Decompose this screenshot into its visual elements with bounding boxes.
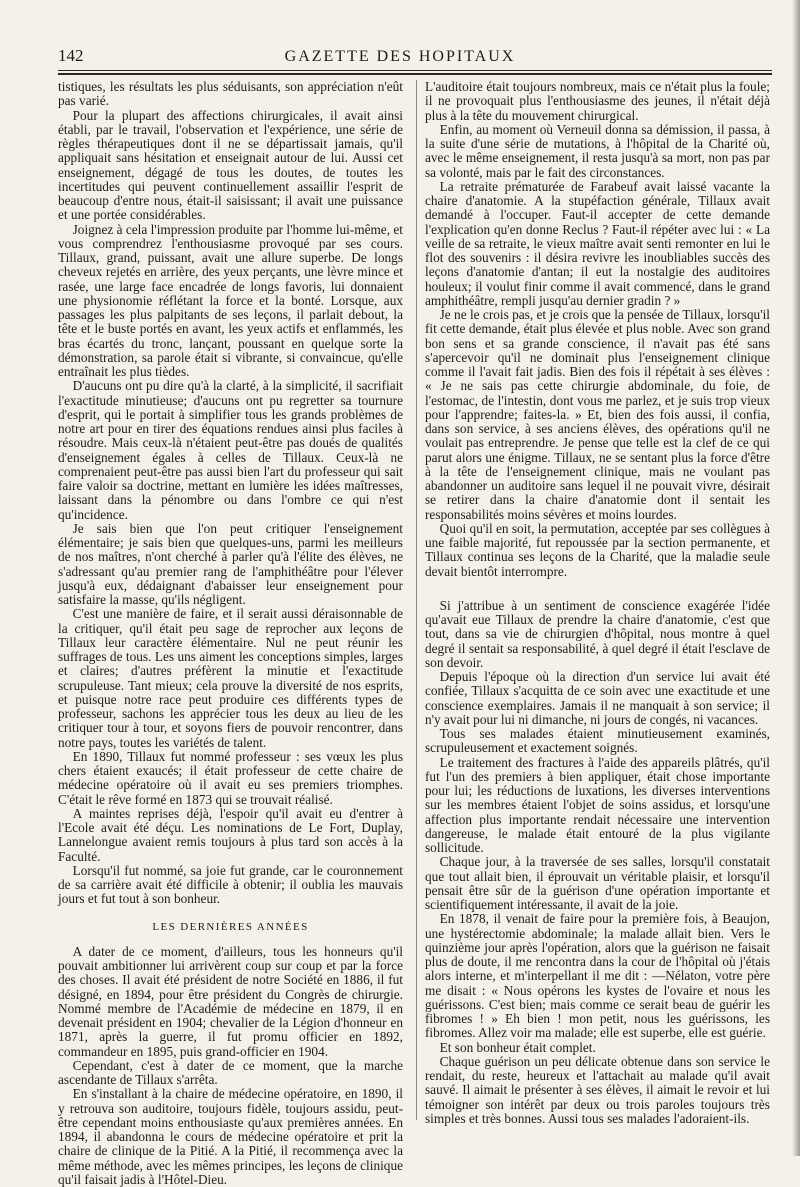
paragraph: A maintes reprises déjà, l'espoir qu'il avait eu d'entrer à l'Ecole avait été déçu. Les nominations de Le Fort, Duplay, Lannelongue avaient remis toujours à plus tard son accès à la Faculté. [58,805,403,864]
paragraph: Je sais bien que l'on peut critiquer l'enseignement élémentaire; je sais bien que quelques-uns, parmi les meilleurs de nos maîtres, n'ont cherché à parler qu'à l'élite des élèves, ne s'adressant qu'au premier rang de l'amphithéâtre pour l'élever jusqu'à eux, dédaignant d'abaisser leur enseignement pour satisfaire la masse, qu'ils négligent. [58,520,403,607]
paragraph: Le traitement des fractures à l'aide des appareils plâtrés, qu'il fut l'un des premiers à bien appliquer, était chose importante pour lui; les réductions de luxations, les diverses interventions sur les membres étaient l'objet de soins assidus, et lorsqu'une affection plus importante rendait nécessaire une intervention dangereuse, le malade était entouré de la plus vigilante sollicitude. [425,754,770,855]
paragraph: Quoi qu'il en soit, la permutation, acceptée par ses collègues à une faible majorité, fut repoussée par la section permanente, et Tillaux continua ses leçons de la Charité, que la maladie seule devait bientôt interrompre. [425,520,770,579]
left-column [58,80,403,1187]
section-heading: LES DERNIÈRES ANNÉES [152,920,309,933]
paragraph: Pour la plupart des affections chirurgicales, il avait ainsi établi, par le travail, l'observation et l'expérience, une série de règles thérapeutiques dont il ne se départissait jamais, qu'il appliquait sans hésitation et enseignait autour de lui. Aussi cet enseignement, dégagé de tous les doutes, de toutes les incertitudes qui peuvent continuellement assaillir l'esprit de beaucoup d'entre nous, était-il saisissant; il avait une puissance et une portée considérables. [58,107,403,223]
running-head: GAZETTE DES HOPITAUX [284,48,516,65]
paragraph: Enfin, au moment où Verneuil donna sa démission, il passa, à la suite d'une série de mutations, à l'hôpital de la Charité où, avec le même enseignement, il resta jusqu'à sa mort, non pas par sa volonté, mais par le fait des circonstances. [425,121,770,180]
paragraph: Si j'attribue à un sentiment de conscience exagérée l'idée qu'avait eue Tillaux de prendre la chaire d'anatomie, c'est que tout, dans sa vie de chirurgien d'hôpital, nous montre à quel degré il sentait sa responsabilité, à quel degré il était l'esclave de son devoir. [425,597,770,670]
paragraph: Cependant, c'est à dater de ce moment, que la marche ascendante de Tillaux s'arrêta. [58,1057,403,1087]
paragraph: Joignez à cela l'impression produite par l'homme lui-même, et vous comprendrez l'enthousiasme provoqué par ses cours. Tillaux, grand, puissant, avait une allure superbe. De longs cheveux rejetés en arrière, des yeux perçants, une lèvre mince et rasée, une large face encadrée de longs favoris, lui donnaient une physionomie réflétant la force et la bonté. Lorsque, aux passages les plus palpitants de ses leçons, il parlait debout, la tête et le buste portés en avant, les yeux actifs et enflammés, les bras écartés du tronc, lançant, poussant en quelque sorte la démonstration, sa parole était si vibrante, si convaincue, qu'elle entraînait les plus tièdes. [58,221,403,379]
page-number: 142 [58,46,84,65]
column-divider [416,80,417,1120]
paragraph: C'est une manière de faire, et il serait aussi déraisonnable de la critiquer, qu'il était peu sage de reprocher aux leçons de Tillaux leur caractère élémentaire. Nul ne peut réunir les suffrages de tous. Les uns aiment les conceptions simples, larges et claires; d'autres préfèrent la minutie et l'exactitude scrupuleuse. Tant mieux; cela prouve la diversité de nos esprits, et puisque notre race peut produire ces différents types de professeur, sachons les apprécier tous les deux au lieu de les critiquer tour à tour, et soyons fiers de pouvoir rencontrer, dans notre pays, toutes les variétés de talent. [58,606,403,750]
paragraph: Depuis l'époque où la direction d'un service lui avait été confiée, Tillaux s'acquitta de ce soin avec une exactitude et une conscience exemplaires. Jamais il ne manquait à son service; il n'y avait pour lui ni dimanche, ni jours de congés, ni vacances. [425,669,770,727]
paragraph: En s'installant à la chaire de médecine opératoire, en 1890, il y retrouva son auditoire, toujours fidèle, toujours assidu, peut-être cependant moins enthousiaste qu'aux premières années. En 1894, il abandonna le cours de médecine opératoire et prit la chaire de clinique de la Pitié. A la Pitié, il recommença avec la même méthode, avec les mêmes principes, les leçons de clinique qu'il faisait jadis à l'Hôtel-Dieu. [58,1086,403,1187]
paragraph: La retraite prématurée de Farabeuf avait laissé vacante la chaire d'anatomie. A la stupéfaction générale, Tillaux avait demandé à l'occuper. Faut-il accepter de cette demande l'explication qu'en donne Reclus ? Faut-il répéter avec lui : « La veille de sa retraite, le vieux maître avait senti remonter en lui le flot des souvenirs : il désira revivre les inoubliables succès des leçons d'anatomie d'antan; il eut la nostalgie des auditoires houleux; il voulut finir comme il avait commencé, dans le grand amphithéâtre, rempli jusqu'au dernier gradin ? » [425,178,770,308]
paragraph: Chaque guérison un peu délicate obtenue dans son service le rendait, du reste, heureux et l'attachait au malade qu'il avait sauvé. Il aimait le présenter à ses élèves, il aimait le revoir et lui témoigner son intérêt par deux ou trois paroles toujours très simples et très bonnes. Aussi tous ses malades l'adoraient-ils. [425,1053,770,1126]
header-rule-thin [58,70,772,71]
right-column [425,80,770,1126]
paragraph: tistiques, les résultats les plus séduisants, son appréciation n'eût pas varié. [58,79,403,109]
paragraph: En 1890, Tillaux fut nommé professeur : ses vœux les plus chers étaient exaucés; il était professeur de cette chaire de médecine opératoire où il avait eu ses premiers triomphes. C'était le rêve formé en 1873 qui se trouvait réalisé. [58,748,403,807]
page-edge-shadow [792,0,800,1156]
paragraph: Tous ses malades étaient minutieusement examinés, scrupuleusement et exactement soignés. [425,726,770,756]
paragraph: L'auditoire était toujours nombreux, mais ce n'était plus la foule; il ne provoquait plus l'enthousiasme des jeunes, il n'était déjà plus à la tête du mouvement chirurgical. [425,79,770,123]
paragraph: A dater de ce moment, d'ailleurs, tous les honneurs qu'il pouvait ambitionner lui arrivèrent coup sur coup et par la force des choses. Il avait été président de notre Société en 1886, il fut désigné, en 1894, pour être président du Congrès de chirurgie. Nommé membre de l'Académie de médecine en 1879, il en devenait président en 1904; chevalier de la Légion d'honneur en 1871, après la guerre, il fut promu officier en 1892, commandeur en 1895, puis grand-officier en 1904. [58,943,403,1059]
paragraph: Chaque jour, à la traversée de ses salles, lorsqu'il constatait que tout allait bien, il éprouvait un véritable plaisir, et lorsqu'il pensait être sûr de la guérison d'une opération importante et scientifiquement intéressante, il avait de la joie. [425,854,770,912]
paragraph: Et son bonheur était complet. [439,1039,596,1055]
paragraph: D'aucuns ont pu dire qu'à la clarté, à la simplicité, il sacrifiait l'exactitude minutieuse; d'aucuns ont pu regretter sa tournure d'esprit, qui le portait à simplifier tous les grands problèmes de notre art pour en tirer des équations rendues ainsi plus faciles à résoudre. Mais ceux-là n'étaient peut-être pas doués de qualités d'enseignement égales à celles de Tillaux. Ceux-là ne comprenaient peut-être pas aussi bien l'art du professeur qui sait faire valoir sa doctrine, mettant en lumière les idées maîtresses, laissant dans la pénombre ou dans l'ombre ce qui n'est qu'incidence. [58,378,403,522]
section-break [425,579,770,599]
header-rule-thick [58,73,772,75]
paragraph: Je ne le crois pas, et je crois que la pensée de Tillaux, lorsqu'il fit cette demande, était plus élevée et plus noble. Avec son grand bon sens et sa grande conscience, il n'avait pas été sans s'apercevoir qu'il ne dominait plus l'enseignement clinique comme il l'avait fait jadis. Bien des fois il répétait à ses élèves : « Je ne sais pas cette chirurgie abdominale, du foie, de l'estomac, de l'intestin, dont vous me parlez, et je suis trop vieux pour l'apprendre; faites-la. » Et, bien des fois aussi, il confia, dans son service, à ses anciens élèves, des opérations qu'il ne voulait pas entreprendre. Je pense que telle est la clef de ce qui parut alors une énigme. Tillaux, ne se sentant plus la force d'être à la tête de l'enseignement clinique, mais ne voulant pas abandonner un auditoire sans lequel il ne pouvait vivre, désirait se retirer dans la chaire d'anatomie dont il sentait les responsabilités moins sévères et moins lourdes. [425,307,770,522]
paragraph: Lorsqu'il fut nommé, sa joie fut grande, car le couronnement de sa carrière avait été difficile à obtenir; il oublia les mauvais jours et fut tout à son bonheur. [58,862,403,907]
paragraph: En 1878, il venait de faire pour la première fois, à Beaujon, une hystérectomie abdominale; la malade allait bien. Vers le quinzième jour après l'opération, alors que la guérison ne faisait plus de doute, il me rencontra dans la cour de l'hôpital où j'étais alors interne, et m'interpellant il me dit : —Nélaton, votre père me disait : « Nous opérons les kystes de l'ovaire et nous les guérissons. C'est bien; mais comme ce serait beau de guérir les fibromes ! » Eh bien ! mon petit, nous les guérissons, les fibromes. Allez voir ma malade; elle est superbe, elle est guérie. [425,911,770,1041]
